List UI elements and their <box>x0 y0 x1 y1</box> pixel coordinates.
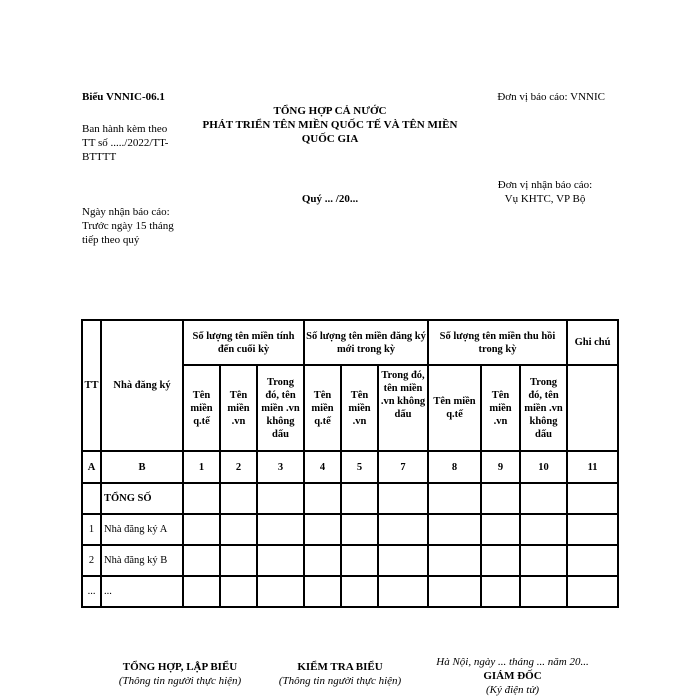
sub-cumulative-vn-nodiacritic: Trong đó, tên miền .vn không dấu <box>257 365 304 451</box>
checker-title: KIỂM TRA BIỂU <box>297 661 383 673</box>
title-line-1: TỔNG HỢP CẢ NƯỚC <box>273 105 387 117</box>
director-title: GIÁM ĐỐC <box>483 670 542 682</box>
table-row-total <box>82 483 618 514</box>
note-sub-empty <box>567 365 618 451</box>
index-cell: A <box>82 451 101 483</box>
title-line-2: PHÁT TRIỂN TÊN MIỀN QUỐC TẾ VÀ TÊN MIỀN <box>202 119 458 131</box>
row-tt: 2 <box>82 545 101 576</box>
report-title <box>180 104 480 146</box>
table-row <box>82 514 618 545</box>
sub-cumulative-vn: Tên miền .vn <box>220 365 257 451</box>
col-tt-header: TT <box>82 320 101 451</box>
place-date: Hà Nội, ngày ... tháng ... năm 20... <box>436 656 589 668</box>
row-name: TỔNG SỐ <box>101 483 183 514</box>
reporting-unit: Đơn vị báo cáo: VNNIC <box>497 91 605 103</box>
index-cell: 2 <box>220 451 257 483</box>
index-cell: 8 <box>428 451 481 483</box>
receive-date-line-3: tiếp theo quý <box>82 234 140 246</box>
index-cell: 3 <box>257 451 304 483</box>
report-quarter: Quý ... /20... <box>301 193 359 205</box>
compiler-note: (Thông tin người thực hiện) <box>118 675 242 687</box>
col-note-header: Ghi chú <box>567 320 618 365</box>
receiving-unit <box>470 178 620 206</box>
index-cell: B <box>101 451 183 483</box>
receive-date-label: Ngày nhận báo cáo: <box>82 206 170 218</box>
sub-new-vn-nodiacritic: Trong đó, tên miền .vn không dấu <box>378 365 428 451</box>
checker-note: (Thông tin người thực hiện) <box>278 675 402 687</box>
issued-with-line-2: TT số ...../2022/TT- <box>82 137 169 149</box>
director-note: (Ký điện tử) <box>485 684 540 696</box>
header-row-groups <box>82 320 618 365</box>
checker-block <box>260 660 420 688</box>
index-cell: 1 <box>183 451 220 483</box>
compiler-block <box>95 660 265 688</box>
receiving-unit-label: Đơn vị nhận báo cáo: <box>497 179 593 191</box>
row-name: Nhà đăng ký B <box>101 545 183 576</box>
issued-with <box>82 122 192 164</box>
sub-new-intl: Tên miền q.tế <box>304 365 341 451</box>
row-tt: ... <box>82 576 101 607</box>
receiving-unit-value: Vụ KHTC, VP Bộ <box>504 193 586 205</box>
form-code: Biểu VNNIC-06.1 <box>82 91 165 103</box>
index-cell: 9 <box>481 451 520 483</box>
table-row <box>82 545 618 576</box>
domain-report-table <box>81 319 619 608</box>
compiler-title: TỔNG HỢP, LẬP BIỂU <box>122 661 238 673</box>
sub-revoked-vn: Tên miền .vn <box>481 365 520 451</box>
issued-with-line-1: Ban hành kèm theo <box>82 123 168 135</box>
row-tt: 1 <box>82 514 101 545</box>
group-new-header: Số lượng tên miền đăng ký mới trong kỳ <box>304 320 428 365</box>
row-name: Nhà đăng ký A <box>101 514 183 545</box>
index-cell: 4 <box>304 451 341 483</box>
sub-cumulative-intl: Tên miền q.tế <box>183 365 220 451</box>
row-name: ... <box>101 576 183 607</box>
index-cell: 5 <box>341 451 378 483</box>
index-cell: 11 <box>567 451 618 483</box>
receive-date-line-2: Trước ngày 15 tháng <box>82 220 174 232</box>
col-registrar-header: Nhà đăng ký <box>101 320 183 451</box>
row-tt <box>82 483 101 514</box>
index-cell: 10 <box>520 451 567 483</box>
issued-with-line-3: BTTTT <box>82 151 117 163</box>
index-cell: 7 <box>378 451 428 483</box>
sub-revoked-intl: Tên miền q.tế <box>428 365 481 451</box>
director-block <box>420 655 605 697</box>
index-row <box>82 451 618 483</box>
title-line-3: QUỐC GIA <box>301 133 359 145</box>
sub-revoked-vn-nodiacritic: Trong đó, tên miền .vn không dấu <box>520 365 567 451</box>
sub-new-vn: Tên miền .vn <box>341 365 378 451</box>
group-cumulative-header: Số lượng tên miền tính đến cuối kỳ <box>183 320 304 365</box>
group-revoked-header: Số lượng tên miền thu hồi trong kỳ <box>428 320 567 365</box>
table-row <box>82 576 618 607</box>
receive-date <box>82 205 192 247</box>
